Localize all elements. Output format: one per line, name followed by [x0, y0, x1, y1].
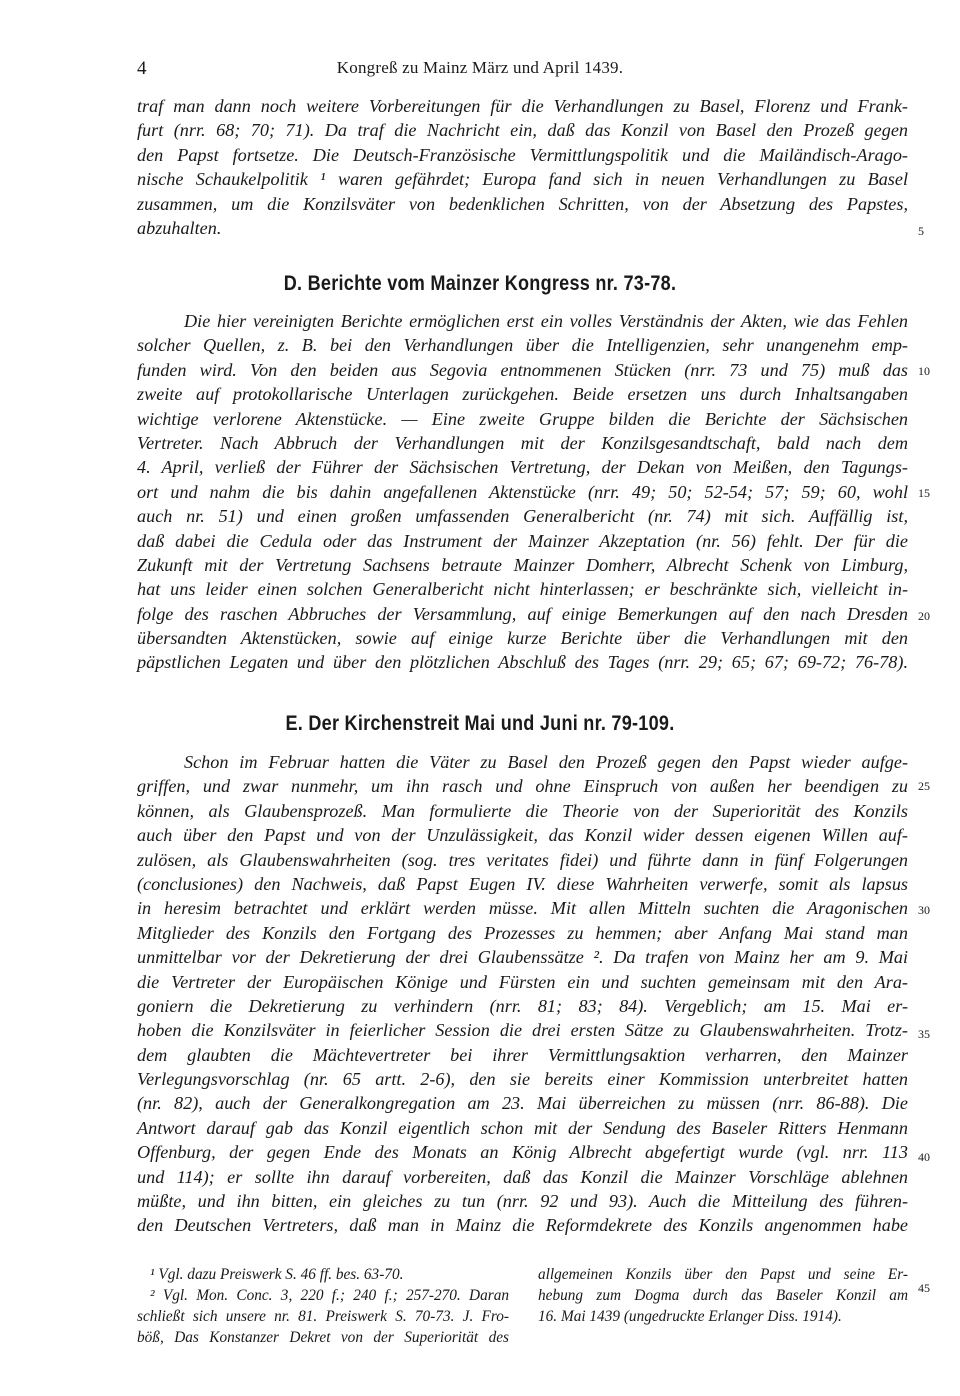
margin-line-number: 20 [918, 609, 930, 623]
footnote-line: hebung zum Dogma durch das Baseler Konzil am [538, 1287, 908, 1304]
text-line: auch über den Papst und von der Unzulässigkeit, das Konzil wider dessen eigenen Willen auf- [137, 825, 908, 846]
text-line: Zukunft mit der Vertretung Sachsens betraute Mainzer Domherr, Albrecht Schenk von Limburg, [137, 554, 908, 575]
text-line: die Vertreter der Europäischen Könige und Fürsten ein und suchten gemeinsam mit den Ara- [137, 971, 908, 992]
margin-line-number: 5 [918, 224, 924, 238]
text-line: den Deutschen Vertreters, daß man in Mainz die Reformdekrete des Konzils angenommen habe [137, 1215, 908, 1236]
margin-line-number: 45 [918, 1281, 930, 1295]
section-heading-e: E. Der Kirchenstreit Mai und Juni nr. 79-109. [285, 712, 675, 735]
text-line: zweite auf protokollarische Unterlagen zurückgehen. Beide ersetzen uns durch Inhaltsangaben [137, 384, 908, 405]
text-line: solcher Quellen, z. B. bei den Verhandlungen über die Intelligenzien, sehr unangenehm emp- [137, 335, 908, 356]
text-line: müßte, und ihn bitten, ein gleiches zu tun (nrr. 92 und 93). Auch die Mitteilung des führen- [137, 1191, 908, 1212]
footnotes-left-column [137, 1264, 509, 1348]
text-line: auch nr. 51) und einen großen umfassenden Generalbericht (nr. 74) mit sich. Auffällig ist, [137, 506, 908, 527]
text-line: unmittelbar vor der Dekretierung der drei Glaubenssätze ². Da trafen von Mainz her am 9. Mai [137, 947, 908, 968]
text-line: griffen, und zwar nunmehr, um ihn rasch und ohne Einspruch von außen her beendigen zu [137, 776, 908, 797]
footnote-line: 16. Mai 1439 (ungedruckte Erlanger Diss. 1914). [538, 1308, 842, 1325]
margin-line-number: 40 [918, 1150, 930, 1164]
text-line: können, als Glaubensprozeß. Man formulierte die Theorie von der Superiorität des Konzils [137, 800, 908, 821]
text-line: 4. April, verließ der Führer der Sächsischen Vertretung, der Dekan von Meißen, den Tagungs- [137, 457, 908, 478]
text-line: (nr. 82), auch der Generalkongregation am 23. Mai überreichen zu müssen (nrr. 86-88). Die [137, 1093, 908, 1114]
text-line: traf man dann noch weitere Vorbereitungen für die Verhandlungen zu Basel, Florenz und Frank- [137, 96, 908, 116]
footnote-line: schließt sich unsere nr. 81. Preiswerk S. 70-73. J. Fro- [137, 1308, 509, 1325]
text-line: zusammen, um die Konzilsväter von bedenklichen Schritten, von der Absetzung des Papstes, [137, 193, 908, 214]
text-line: furt (nrr. 68; 70; 71). Da traf die Nachricht ein, daß das Konzil von Basel den Prozeß gegen [137, 120, 908, 141]
text-line: abzuhalten. [137, 217, 222, 238]
text-line: dem glaubten die Mächtevertreter bei ihrer Vermittlungsaktion verharren, den Mainzer [137, 1044, 908, 1065]
text-line: und 114); er sollte ihn darauf vorbereiten, daß das Konzil die Mainzer Vorschläge ablehnen [137, 1166, 908, 1187]
text-line: nische Schaukelpolitik ¹ waren gefährdet; Europa fand sich in neuen Verhandlungen zu Basel [137, 169, 908, 190]
section-d-paragraph [137, 309, 908, 675]
text-line: wichtige verlorene Aktenstücke. — Eine zweite Gruppe bilden die Berichte der Sächsischen [137, 408, 908, 429]
text-line: daß dabei die Cedula oder das Instrument der Mainzer Akzeptation (nr. 56) fehlt. Der für die [137, 530, 908, 551]
text-line: (conclusiones) den Nachweis, daß Papst Eugen IV. diese Wahrheiten verwerfe, somit als lapsus [137, 873, 908, 894]
text-line: Mitglieder des Konzils den Fortgang des Prozesses zu hemmen; aber Anfang Mai stand man [137, 922, 908, 943]
intro-paragraph [137, 94, 908, 240]
text-line: folge des raschen Abbruches der Versammlung, auf einige Bemerkungen auf den nach Dresden [137, 603, 908, 624]
text-line: ort und nahm die bis dahin angefallenen Aktenstücke (nrr. 49; 50; 52-54; 57; 59; 60, wohl [137, 481, 908, 502]
text-line: Verlegungsvorschlag (nr. 65 artt. 2-6), den sie bereits einer Kommission unterbreitet hatten [137, 1069, 908, 1090]
footnote-line: allgemeinen Konzils über den Papst und seine Er- [538, 1266, 908, 1283]
footnote-line: ¹ Vgl. dazu Preiswerk S. 46 ff. bes. 63-70. [150, 1266, 404, 1283]
text-line: Schon im Februar hatten die Väter zu Basel den Prozeß gegen den Papst wieder aufge- [184, 752, 908, 772]
text-line: päpstlichen Legaten und über den plötzlichen Abschluß des Tages (nrr. 29; 65; 67; 69-72; 76-78). [137, 652, 908, 673]
footnote-line: ² Vgl. Mon. Conc. 3, 220 f.; 240 f.; 257-270. Daran [150, 1287, 509, 1304]
margin-line-number: 30 [918, 903, 930, 917]
text-line: den Papst fortsetze. Die Deutsch-Französische Vermittlungspolitik und die Mailändisch-Arago- [137, 144, 908, 165]
section-heading-d: D. Berichte vom Mainzer Kongress nr. 73-78. [283, 272, 677, 295]
text-line: übersandten Aktenstücken, sowie auf einige kurze Berichte über die Verhandlungen mit den [137, 628, 908, 649]
text-line: in heresim betrachtet und erklärt werden müsse. Mit allen Mitteln suchten die Aragonischen [137, 898, 908, 919]
text-line: goniern die Dekretierung zu verhindern (nrr. 81; 83; 84). Vergeblich; am 15. Mai er- [137, 995, 908, 1016]
section-e-paragraph [137, 750, 908, 1238]
margin-line-number: 35 [918, 1027, 930, 1041]
footnotes-right-column [538, 1264, 908, 1327]
text-line: zulösen, als Glaubenswahrheiten (sog. tres veritates fidei) und führte dann in fünf Folgerungen [137, 849, 908, 870]
margin-line-number: 10 [918, 364, 930, 378]
page-number: 4 [137, 58, 147, 79]
text-line: hat uns leider einen solchen Generalbericht nicht hinterlassen; er beschränkte sich, vielleicht in- [137, 579, 908, 600]
running-title: Kongreß zu Mainz März und April 1439. [336, 58, 624, 77]
text-line: Vertreter. Nach Abbruch der Verhandlungen mit der Konzilsgesandtschaft, bald nach dem [137, 432, 908, 453]
text-line: Antwort darauf gab das Konzil eigentlich schon mit der Sendung des Baseler Ritters Henmann [137, 1117, 908, 1138]
footnote-line: böß, Das Konstanzer Dekret von der Superiorität des [137, 1329, 509, 1346]
text-line: funden wird. Von den beiden aus Segovia entnommenen Stücken (nrr. 73 und 75) muß das [137, 359, 908, 380]
page-header [0, 58, 960, 82]
margin-line-number: 15 [918, 486, 930, 500]
margin-line-number: 25 [918, 779, 930, 793]
text-line: Die hier vereinigten Berichte ermöglichen erst ein volles Verständnis der Akten, wie das Fehlen [184, 311, 908, 331]
text-line: hoben die Konzilsväter in feierlicher Session die drei ersten Sätze zu Glaubenswahrheiten. Trotz- [137, 1020, 908, 1041]
text-line: Offenburg, der gegen Ende des Monats an König Albrecht abgefertigt wurde (vgl. nrr. 113 [137, 1142, 908, 1163]
